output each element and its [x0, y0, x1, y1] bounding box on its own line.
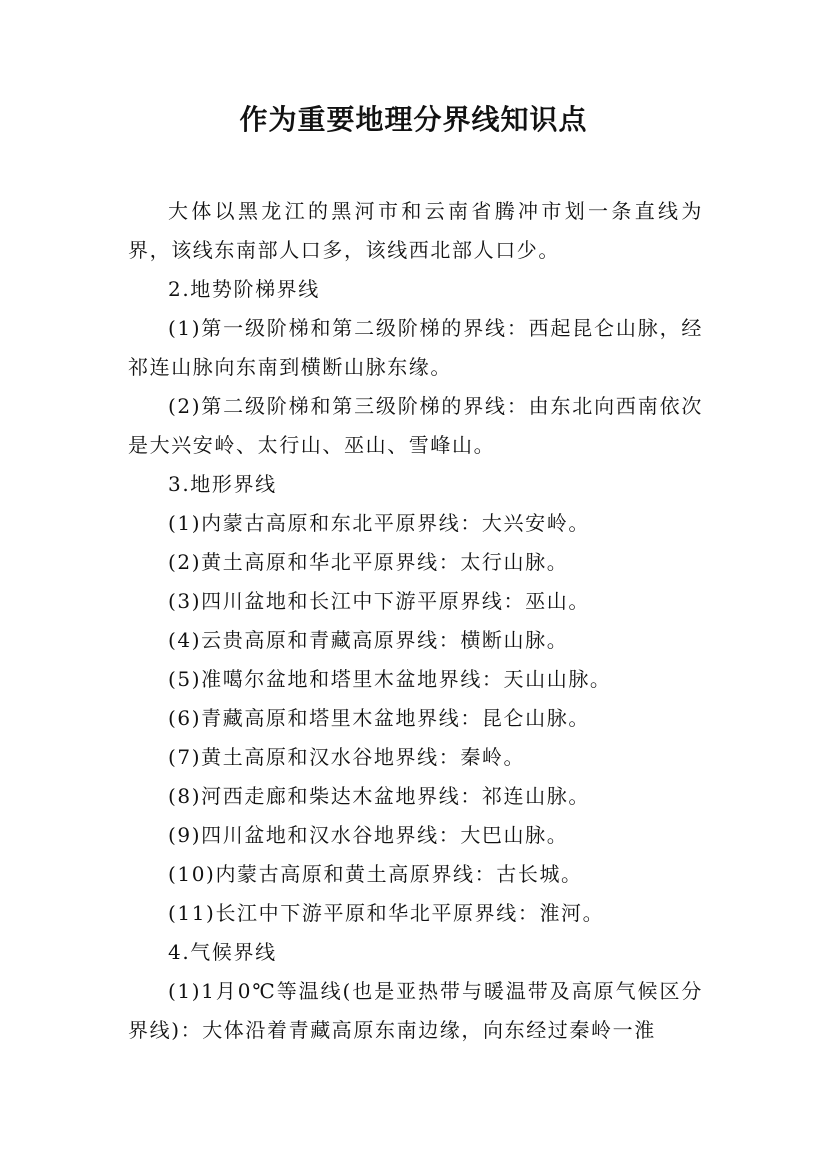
list-item: (11)长江中下游平原和华北平原界线：淮河。: [168, 901, 605, 925]
section-heading: 2.地势阶梯界线: [168, 277, 320, 301]
list-item: (10)内蒙古高原和黄土高原界线：古长城。: [168, 862, 583, 886]
list-item: (2)黄土高原和华北平原界线：太行山脉。: [168, 550, 569, 574]
section-heading: 3.地形界线: [168, 472, 277, 496]
list-item: (5)准噶尔盆地和塔里木盆地界线：天山山脉。: [168, 667, 612, 691]
document-title: 作为重要地理分界线知识点: [239, 103, 588, 136]
paragraph: (1)1月0℃等温线(也是亚热带与暖温带及高原气候区分界线)：大体沿着青藏高原东南边缘，向东经过秦岭一淮: [128, 979, 703, 1042]
paragraph: 大体以黑龙江的黑河市和云南省腾冲市划一条直线为界，该线东南部人口多，该线西北部人口少。: [128, 199, 703, 262]
list-item: (3)四川盆地和长江中下游平原界线：巫山。: [168, 589, 590, 613]
list-item: (4)云贵高原和青藏高原界线：横断山脉。: [168, 628, 569, 652]
list-item: (6)青藏高原和塔里木盆地界线：昆仑山脉。: [168, 706, 590, 730]
list-item: (7)黄土高原和汉水谷地界线：秦岭。: [168, 745, 526, 769]
paragraph: (1)第一级阶梯和第二级阶梯的界线：西起昆仑山脉，经祁连山脉向东南到横断山脉东缘。: [128, 316, 703, 379]
section-heading: 4.气候界线: [168, 940, 277, 964]
list-item: (8)河西走廊和柴达木盆地界线：祁连山脉。: [168, 784, 590, 808]
paragraph: (2)第二级阶梯和第三级阶梯的界线：由东北向西南依次是大兴安岭、太行山、巫山、雪峰山。: [128, 394, 703, 457]
list-item: (1)内蒙古高原和东北平原界线：大兴安岭。: [168, 511, 590, 535]
list-item: (9)四川盆地和汉水谷地界线：大巴山脉。: [168, 823, 569, 847]
document-body: [128, 192, 703, 1050]
